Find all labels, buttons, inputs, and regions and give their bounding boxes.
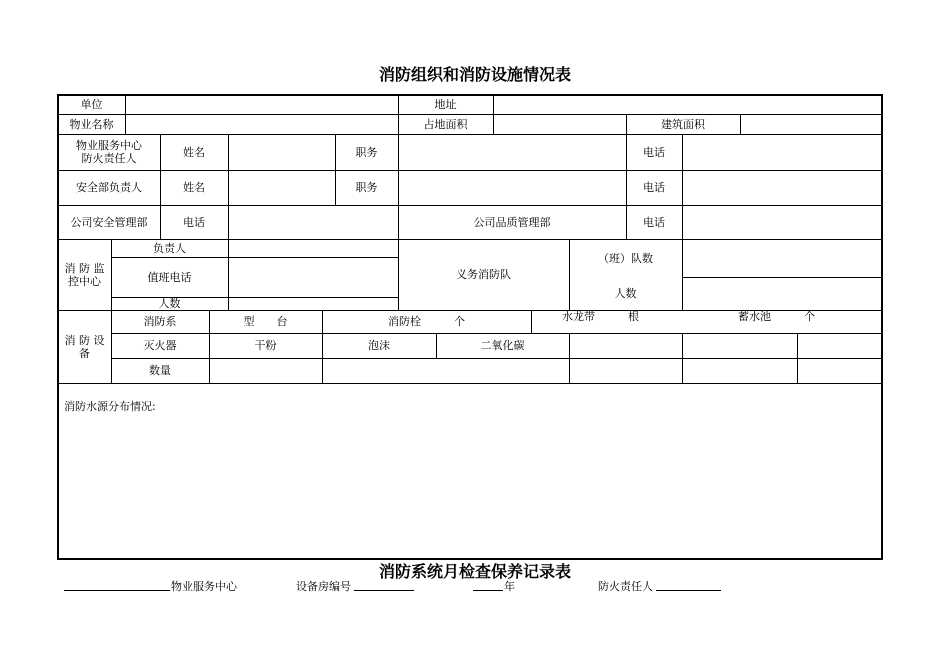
- room-no-label: 设备房编号: [296, 580, 351, 593]
- fire-responsible-label: 物业服务中心 防火责任人: [76, 139, 142, 165]
- unit-label: 单位: [80, 98, 103, 111]
- co2-label: 二氧化碳: [480, 339, 525, 352]
- quality-dept-label: 公司品质管理部: [473, 215, 551, 229]
- phone-label: 电话: [643, 181, 665, 194]
- phone-label: 电话: [643, 215, 665, 229]
- count-label: 人数: [158, 297, 181, 310]
- fire-person-blank[interactable]: [656, 590, 721, 591]
- address-label: 地址: [434, 98, 457, 111]
- name-label: 姓名: [183, 145, 205, 159]
- second-title: 消防系统月检查保养记录表: [378, 562, 571, 581]
- safety-dept-label: 公司安全管理部: [70, 215, 148, 229]
- hydrant-label: 消防栓 个: [388, 315, 465, 328]
- phone-label: 电话: [183, 215, 205, 229]
- fire-system-label: 消防系: [143, 315, 177, 328]
- team-count-label: （班）队数: [598, 251, 653, 265]
- leader-label: 负责人: [153, 241, 186, 255]
- water-source-label: 消防水源分布情况:: [64, 400, 156, 413]
- center-label: 物业服务中心: [171, 580, 237, 593]
- equipment-label: 消 防 设 备: [64, 333, 105, 360]
- people-count-label: 人数: [614, 287, 637, 300]
- year-label: 年: [504, 580, 515, 593]
- room-no-blank[interactable]: [354, 590, 414, 591]
- foam-label: 泡沫: [368, 339, 390, 352]
- center-blank[interactable]: [64, 590, 170, 591]
- name-label: 姓名: [183, 181, 205, 194]
- dry-powder-label: 干粉: [254, 339, 277, 352]
- phone-label: 电话: [643, 145, 665, 159]
- hose-label: 水龙带 根: [562, 310, 639, 323]
- model-label: 型 台: [243, 315, 288, 328]
- extinguisher-label: 灭火器: [143, 339, 177, 352]
- monitor-center-label: 消 防 监 控中心: [64, 261, 105, 288]
- duty-phone-label: 值班电话: [147, 270, 192, 284]
- volunteer-team-label: 义务消防队: [456, 268, 511, 281]
- building-area-label: 建筑面积: [661, 117, 705, 131]
- security-head-label: 安全部负责人: [76, 181, 142, 194]
- position-label: 职务: [355, 145, 378, 159]
- fire-person-label: 防火责任人: [598, 580, 653, 593]
- form-title: 消防组织和消防设施情况表: [378, 65, 571, 84]
- quantity-label: 数量: [149, 364, 171, 377]
- year-blank[interactable]: [473, 590, 503, 591]
- position-label: 职务: [355, 181, 378, 194]
- property-name-label: 物业名称: [69, 117, 114, 131]
- pool-label: 蓄水池 个: [738, 310, 815, 323]
- land-area-label: 占地面积: [423, 117, 468, 131]
